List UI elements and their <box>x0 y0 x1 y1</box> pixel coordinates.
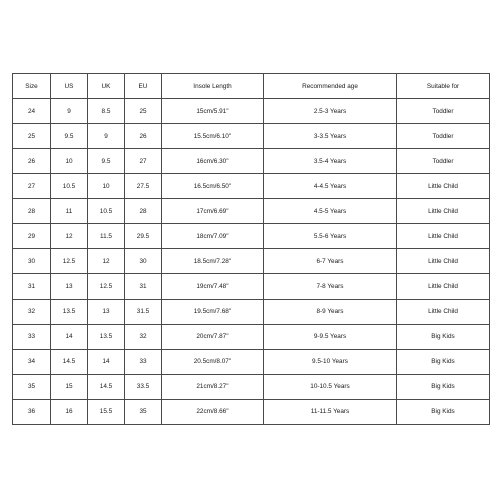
cell-insole-length: 16cm/6.30'' <box>162 149 264 174</box>
cell-uk: 9 <box>88 124 125 149</box>
cell-eu: 26 <box>125 124 162 149</box>
cell-uk: 13.5 <box>88 324 125 349</box>
header-size: Size <box>13 74 51 99</box>
cell-size: 30 <box>13 249 51 274</box>
cell-recommended-age: 5.5-6 Years <box>264 224 397 249</box>
table-row <box>13 224 490 249</box>
cell-size: 36 <box>13 399 51 424</box>
cell-us: 9 <box>51 99 88 124</box>
header-eu: EU <box>125 74 162 99</box>
cell-insole-length: 17cm/6.69'' <box>162 199 264 224</box>
table-row <box>13 174 490 199</box>
cell-insole-length: 20.5cm/8.07'' <box>162 349 264 374</box>
cell-us: 10.5 <box>51 174 88 199</box>
cell-insole-length: 19cm/7.48'' <box>162 274 264 299</box>
table-row <box>13 349 490 374</box>
cell-insole-length: 19.5cm/7.68'' <box>162 299 264 324</box>
cell-us: 9.5 <box>51 124 88 149</box>
cell-suitable-for: Little Child <box>397 224 490 249</box>
cell-size: 28 <box>13 199 51 224</box>
cell-size: 26 <box>13 149 51 174</box>
cell-uk: 15.5 <box>88 399 125 424</box>
cell-size: 35 <box>13 374 51 399</box>
table-row <box>13 299 490 324</box>
table-row <box>13 149 490 174</box>
cell-insole-length: 20cm/7.87'' <box>162 324 264 349</box>
cell-eu: 31 <box>125 274 162 299</box>
cell-eu: 30 <box>125 249 162 274</box>
cell-recommended-age: 2.5-3 Years <box>264 99 397 124</box>
cell-recommended-age: 7-8 Years <box>264 274 397 299</box>
cell-recommended-age: 4-4.5 Years <box>264 174 397 199</box>
cell-suitable-for: Little Child <box>397 249 490 274</box>
cell-insole-length: 15.5cm/6.10'' <box>162 124 264 149</box>
cell-suitable-for: Toddler <box>397 149 490 174</box>
cell-eu: 33 <box>125 349 162 374</box>
cell-uk: 10.5 <box>88 199 125 224</box>
table-row <box>13 249 490 274</box>
header-recommended-age: Recommended age <box>264 74 397 99</box>
size-chart-body <box>13 99 490 425</box>
cell-us: 16 <box>51 399 88 424</box>
cell-recommended-age: 10-10.5 Years <box>264 374 397 399</box>
cell-eu: 27.5 <box>125 174 162 199</box>
cell-us: 14.5 <box>51 349 88 374</box>
cell-size: 24 <box>13 99 51 124</box>
cell-uk: 8.5 <box>88 99 125 124</box>
cell-us: 15 <box>51 374 88 399</box>
cell-us: 13.5 <box>51 299 88 324</box>
cell-eu: 33.5 <box>125 374 162 399</box>
cell-us: 10 <box>51 149 88 174</box>
table-row <box>13 324 490 349</box>
header-uk: UK <box>88 74 125 99</box>
table-header-row <box>13 74 490 99</box>
table-row <box>13 124 490 149</box>
cell-size: 34 <box>13 349 51 374</box>
cell-insole-length: 21cm/8.27'' <box>162 374 264 399</box>
cell-uk: 13 <box>88 299 125 324</box>
cell-recommended-age: 6-7 Years <box>264 249 397 274</box>
cell-size: 29 <box>13 224 51 249</box>
table-row <box>13 374 490 399</box>
cell-us: 11 <box>51 199 88 224</box>
header-insole-length: Insole Length <box>162 74 264 99</box>
table-row <box>13 99 490 124</box>
cell-uk: 14.5 <box>88 374 125 399</box>
cell-us: 12.5 <box>51 249 88 274</box>
cell-eu: 28 <box>125 199 162 224</box>
table-row <box>13 199 490 224</box>
cell-eu: 32 <box>125 324 162 349</box>
cell-recommended-age: 4.5-5 Years <box>264 199 397 224</box>
header-us: US <box>51 74 88 99</box>
header-suitable-for: Suitable for <box>397 74 490 99</box>
cell-insole-length: 22cm/8.66'' <box>162 399 264 424</box>
cell-us: 12 <box>51 224 88 249</box>
cell-uk: 12 <box>88 249 125 274</box>
cell-suitable-for: Little Child <box>397 174 490 199</box>
cell-size: 25 <box>13 124 51 149</box>
cell-insole-length: 15cm/5.91'' <box>162 99 264 124</box>
cell-suitable-for: Big Kids <box>397 349 490 374</box>
cell-recommended-age: 11-11.5 Years <box>264 399 397 424</box>
cell-suitable-for: Big Kids <box>397 374 490 399</box>
cell-insole-length: 16.5cm/6.50'' <box>162 174 264 199</box>
cell-suitable-for: Big Kids <box>397 324 490 349</box>
cell-us: 13 <box>51 274 88 299</box>
table-row <box>13 399 490 424</box>
cell-eu: 25 <box>125 99 162 124</box>
cell-uk: 10 <box>88 174 125 199</box>
cell-size: 33 <box>13 324 51 349</box>
table-row <box>13 274 490 299</box>
cell-size: 27 <box>13 174 51 199</box>
cell-recommended-age: 3.5-4 Years <box>264 149 397 174</box>
cell-recommended-age: 8-9 Years <box>264 299 397 324</box>
cell-uk: 12.5 <box>88 274 125 299</box>
cell-eu: 31.5 <box>125 299 162 324</box>
cell-insole-length: 18cm/7.09'' <box>162 224 264 249</box>
cell-suitable-for: Toddler <box>397 99 490 124</box>
cell-suitable-for: Toddler <box>397 124 490 149</box>
size-chart-table <box>12 73 490 425</box>
cell-eu: 27 <box>125 149 162 174</box>
cell-uk: 14 <box>88 349 125 374</box>
cell-uk: 9.5 <box>88 149 125 174</box>
cell-recommended-age: 9.5-10 Years <box>264 349 397 374</box>
cell-uk: 11.5 <box>88 224 125 249</box>
cell-eu: 35 <box>125 399 162 424</box>
cell-recommended-age: 3-3.5 Years <box>264 124 397 149</box>
cell-insole-length: 18.5cm/7.28'' <box>162 249 264 274</box>
cell-recommended-age: 9-9.5 Years <box>264 324 397 349</box>
cell-suitable-for: Little Child <box>397 299 490 324</box>
cell-eu: 29.5 <box>125 224 162 249</box>
cell-suitable-for: Little Child <box>397 199 490 224</box>
cell-suitable-for: Big Kids <box>397 399 490 424</box>
cell-suitable-for: Little Child <box>397 274 490 299</box>
cell-us: 14 <box>51 324 88 349</box>
cell-size: 31 <box>13 274 51 299</box>
cell-size: 32 <box>13 299 51 324</box>
